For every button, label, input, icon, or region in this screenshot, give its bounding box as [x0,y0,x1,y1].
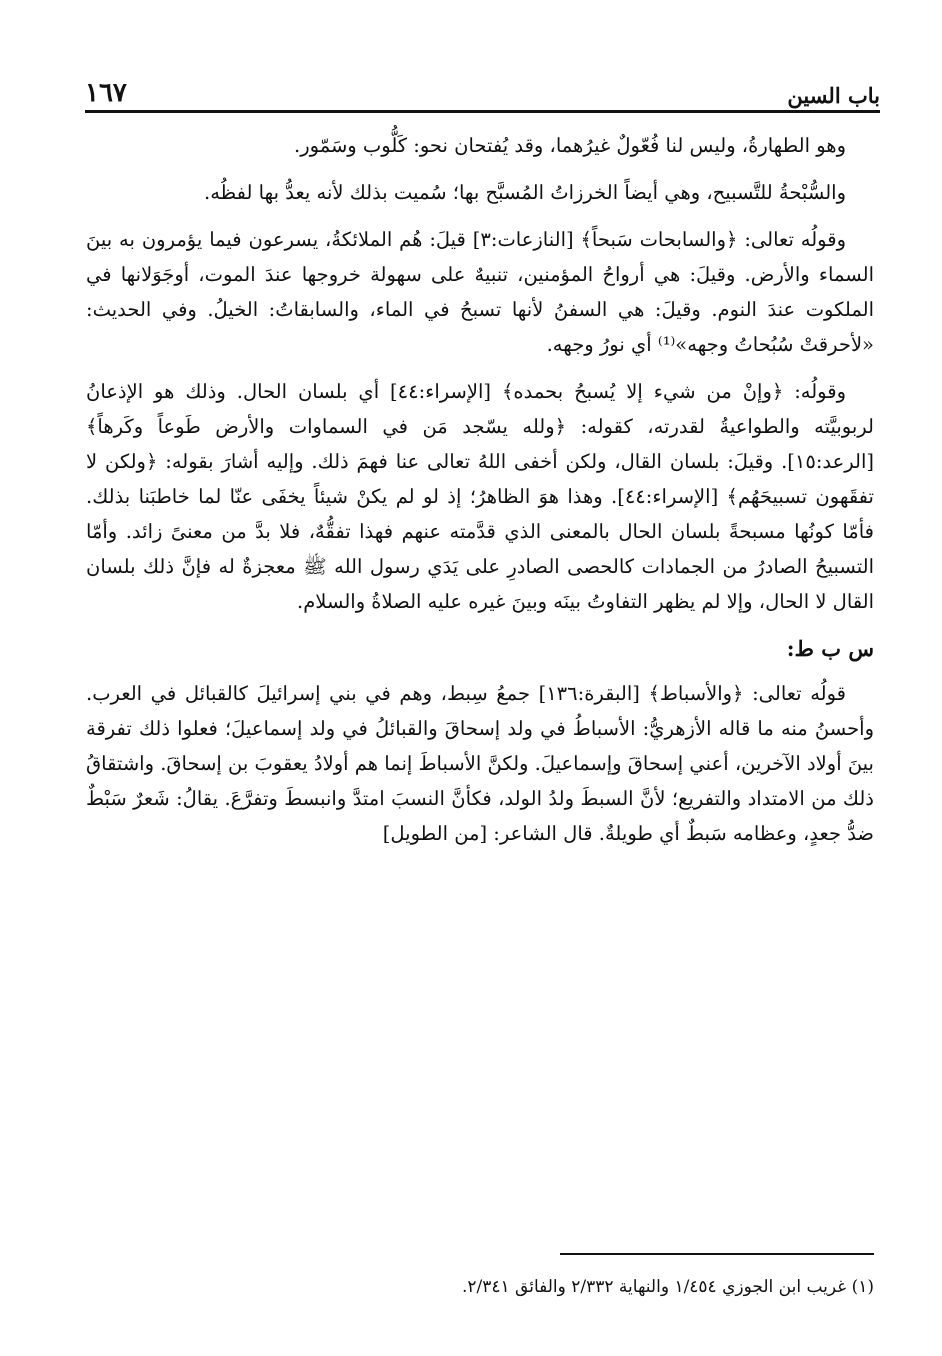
page-number: ١٦٧ [85,78,127,108]
body-text [86,128,874,863]
paragraph: قولُه تعالى: ﴿والأسباط﴾ [البقرة:١٣٦] جمعُ سِبط، وهم في بني إسرائيلَ كالقبائل في العرب. وأحسنُ منه ما قاله الأزهريُّ: الأسباطُ في ولد إسحاقَ والقبائلُ في ولد إسماعيلَ؛ فعلوا ذلك تفرقة بينَ أولاد الآخرين، أعني إسحاقَ وإسماعيلَ. ولكنَّ الأسباطَ إنما هم أولادُ يعقوبَ بن إسحاقَ. واشتقاقُ ذلك من الامتداد والتفريع؛ لأنَّ السبطَ ولدُ الولد، فكأنَّ النسبَ امتدَّ وانبسطَ وتفرَّعَ. يقالُ: شَعرٌ سَبْطٌ ضدُّ جعدٍ، وعظامه سَبطٌ أي طويلةٌ. قال الشاعر: [من الطويل] [86,682,874,845]
running-title: باب السين [787,83,880,108]
paragraph: والسُّبْحةُ للتَّسبيح، وهي أيضاً الخرزاتُ المُسبَّح بها؛ سُميت بذلك لأنه يعدُّ بها لفظُه. [204,181,846,204]
footnote: (١) غريب ابن الجوزي ١/٤٥٤ والنهاية ٢/٣٣٢ والفائق ٢/٣٤١. [461,1277,874,1297]
footnote-rule [560,1253,874,1255]
paragraph: وهو الطهارةُ، وليس لنا فُعّولٌ غيرُهما، وقد يُفتحان نحو: كَلُّوب وسَمّور. [294,134,846,157]
header-rule [85,110,880,113]
page-header [85,62,880,108]
section-heading: س ب ط: [786,636,874,661]
paragraph: وقولُه تعالى: ﴿والسابحات سَبحاً﴾ [النازعات:٣] قيلَ: هُم الملائكةُ، يسرعون فيما يؤمرون به بينَ السماء والأرض. وقيلَ: هي أرواحُ المؤمنين، تنبيهٌ على سهولة خروجها عندَ الموت، أوجَوَلانها في الملكوت عندَ النوم. وقيلَ: هي السفنُ لأنها تسبحُ في الماء، والسابقاتُ: الخيلُ. وفي الحديث: «لأحرقتْ سُبُحاتُ وجهه»⁽¹⁾ أي نورُ وجهه. [86,228,874,356]
paragraph: وقولُه: ﴿وإنْ من شيء إلا يُسبحُ بحمده﴾ [الإسراء:٤٤] أي بلسان الحال. وذلك هو الإذعانُ لربوبيَّته والطواعيةُ لقدرته، كقوله: ﴿ولله يسّجد مَن في السماوات والأرض طَوعاً وكَرهاً﴾ [الرعد:١٥]. وقيلَ: بلسان القال، ولكن أخفى اللهُ تعالى عنا فهمَ ذلك. وإليه أشارَ بقوله: ﴿ولكن لا تفقَهون تسبيحَهُم﴾ [الإسراء:٤٤]. وهذا هوَ الظاهرُ؛ إذ لو لم يكنْ شيئاً يخفَى عنّا لما خاطبَنا بذلك. فأمّا كونُها مسبحةً بلسان الحال بالمعنى الذي قدَّمته عنهم فهذا تفقُّهٌ، فلا بدَّ من معنىً زائد. وأمّا التسبيحُ الصادرُ من الجمادات كالحصى الصادرِ على يَدَي رسول الله ﷺ معجزةٌ له فإنَّ ذلك بلسان القال لا الحال، وإلا لم يظهر التفاوتُ بينَه وبينَ غيره عليه الصلاةُ والسلام. [86,380,874,613]
